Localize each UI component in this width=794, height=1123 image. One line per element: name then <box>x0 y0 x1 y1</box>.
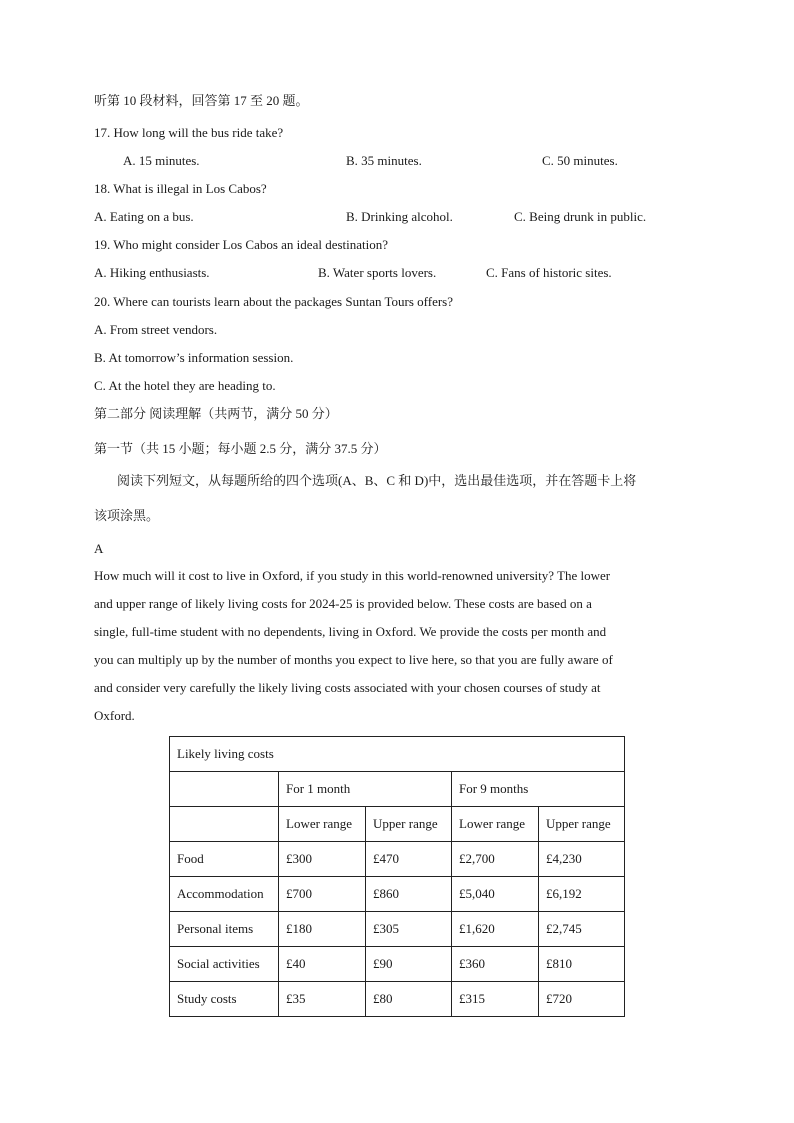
table-cell: £4,230 <box>539 842 625 877</box>
range-header: Lower range <box>279 807 366 842</box>
passage-line: and upper range of likely living costs for 2024-25 is provided below. These costs are based on a <box>94 596 592 611</box>
range-header: Upper range <box>539 807 625 842</box>
table-cell: £1,620 <box>452 912 539 947</box>
table-cell: £305 <box>366 912 452 947</box>
row-label: Study costs <box>170 982 279 1017</box>
question-19-option-b: B. Water sports lovers. <box>318 265 437 280</box>
passage-line: and consider very carefully the likely living costs associated with your chosen courses of study at <box>94 680 601 695</box>
question-18-option-c: C. Being drunk in public. <box>514 209 647 224</box>
question-20-stem: 20. Where can tourists learn about the packages Suntan Tours offers? <box>94 294 454 309</box>
table-cell: £2,700 <box>452 842 539 877</box>
table-cell: £5,040 <box>452 877 539 912</box>
question-19-option-a: A. Hiking enthusiasts. <box>94 265 210 280</box>
table-cell: £40 <box>279 947 366 982</box>
table-row <box>170 842 625 877</box>
table-period-header-row <box>170 772 625 807</box>
question-17-option-a: A. 15 minutes. <box>123 153 200 168</box>
table-row <box>170 912 625 947</box>
living-costs-table <box>169 736 625 1017</box>
table-cell: £810 <box>539 947 625 982</box>
table-cell: £80 <box>366 982 452 1017</box>
passage-line: you can multiply up by the number of months you expect to live here, so that you are fully aware of <box>94 652 613 667</box>
range-header: Upper range <box>366 807 452 842</box>
row-label: Food <box>170 842 279 877</box>
table-row <box>170 982 625 1017</box>
table-cell: £315 <box>452 982 539 1017</box>
table-cell: £720 <box>539 982 625 1017</box>
passage-line: single, full-time student with no dependents, living in Oxford. We provide the costs per month and <box>94 624 607 639</box>
section1-heading: 第一节（共 15 小题；每小题 2.5 分，满分 37.5 分） <box>94 441 387 456</box>
question-17-option-c: C. 50 minutes. <box>542 153 618 168</box>
question-19-option-c: C. Fans of historic sites. <box>486 265 612 280</box>
table-empty-cell <box>170 807 279 842</box>
period-header-9-months: For 9 months <box>452 772 625 807</box>
question-20-option-b: B. At tomorrow’s information session. <box>94 350 294 365</box>
table-row <box>170 947 625 982</box>
table-cell: £35 <box>279 982 366 1017</box>
table-cell: £860 <box>366 877 452 912</box>
table-cell: £300 <box>279 842 366 877</box>
part2-heading: 第二部分 阅读理解（共两节，满分 50 分） <box>94 406 338 421</box>
table-cell: £6,192 <box>539 877 625 912</box>
table-cell: £470 <box>366 842 452 877</box>
table-cell: £700 <box>279 877 366 912</box>
passage-label: A <box>94 541 104 556</box>
instructions-line-2: 该项涂黑。 <box>94 508 160 523</box>
table-cell: £360 <box>452 947 539 982</box>
instructions-line-1: 阅读下列短文，从每题所给的四个选项(A、B、C 和 D)中，选出最佳选项，并在答题卡上将 <box>117 473 637 488</box>
row-label: Social activities <box>170 947 279 982</box>
question-20-option-c: C. At the hotel they are heading to. <box>94 378 276 393</box>
question-17-option-b: B. 35 minutes. <box>346 153 422 168</box>
passage-line: How much will it cost to live in Oxford, if you study in this world-renowned university? The lower <box>94 568 611 583</box>
section-intro: 听第 10 段材料，回答第 17 至 20 题。 <box>94 93 309 108</box>
period-header-1-month: For 1 month <box>279 772 452 807</box>
question-18-stem: 18. What is illegal in Los Cabos? <box>94 181 267 196</box>
question-17-stem: 17. How long will the bus ride take? <box>94 125 284 140</box>
question-20-option-a: A. From street vendors. <box>94 322 218 337</box>
row-label: Accommodation <box>170 877 279 912</box>
table-title: Likely living costs <box>170 737 625 772</box>
table-empty-cell <box>170 772 279 807</box>
question-19-stem: 19. Who might consider Los Cabos an ideal destination? <box>94 237 389 252</box>
question-18-option-b: B. Drinking alcohol. <box>346 209 453 224</box>
table-title-row <box>170 737 625 772</box>
range-header: Lower range <box>452 807 539 842</box>
table-range-header-row <box>170 807 625 842</box>
table-cell: £2,745 <box>539 912 625 947</box>
table-cell: £90 <box>366 947 452 982</box>
row-label: Personal items <box>170 912 279 947</box>
table-row <box>170 877 625 912</box>
question-18-option-a: A. Eating on a bus. <box>94 209 194 224</box>
table-cell: £180 <box>279 912 366 947</box>
passage-line: Oxford. <box>94 708 135 723</box>
